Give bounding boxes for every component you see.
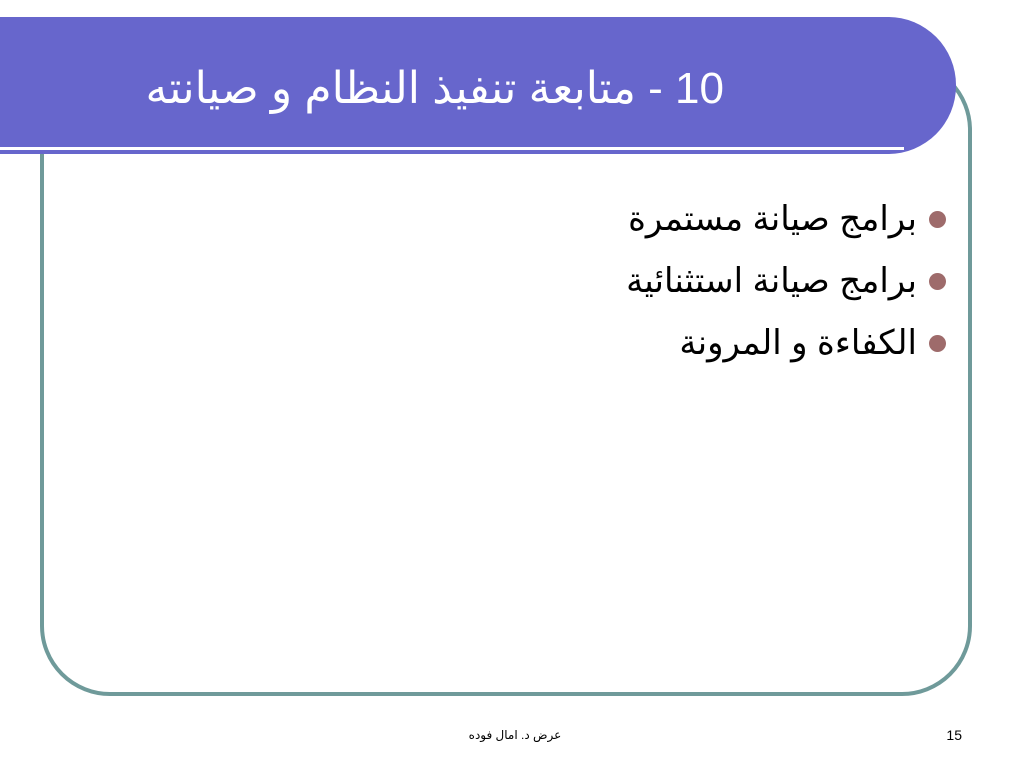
title-underline bbox=[0, 147, 904, 150]
bullet-dot-icon bbox=[929, 273, 946, 290]
bullet-item bbox=[626, 250, 946, 312]
page-number: 15 bbox=[946, 727, 962, 743]
bullet-dot-icon bbox=[929, 211, 946, 228]
bullet-item bbox=[626, 188, 946, 250]
bullet-text: برامج صيانة استثنائية bbox=[626, 262, 917, 300]
footer-author: عرض د. امال فوده bbox=[468, 728, 562, 742]
bullet-item bbox=[626, 312, 946, 374]
bullet-list bbox=[626, 188, 946, 374]
content-frame bbox=[40, 60, 972, 696]
title-bar bbox=[0, 17, 956, 154]
bullet-dot-icon bbox=[929, 335, 946, 352]
slide-title: 10 - متابعة تنفيذ النظام و صيانته bbox=[145, 64, 724, 113]
bullet-text: الكفاءة و المرونة bbox=[679, 324, 917, 362]
bullet-text: برامج صيانة مستمرة bbox=[628, 200, 917, 238]
